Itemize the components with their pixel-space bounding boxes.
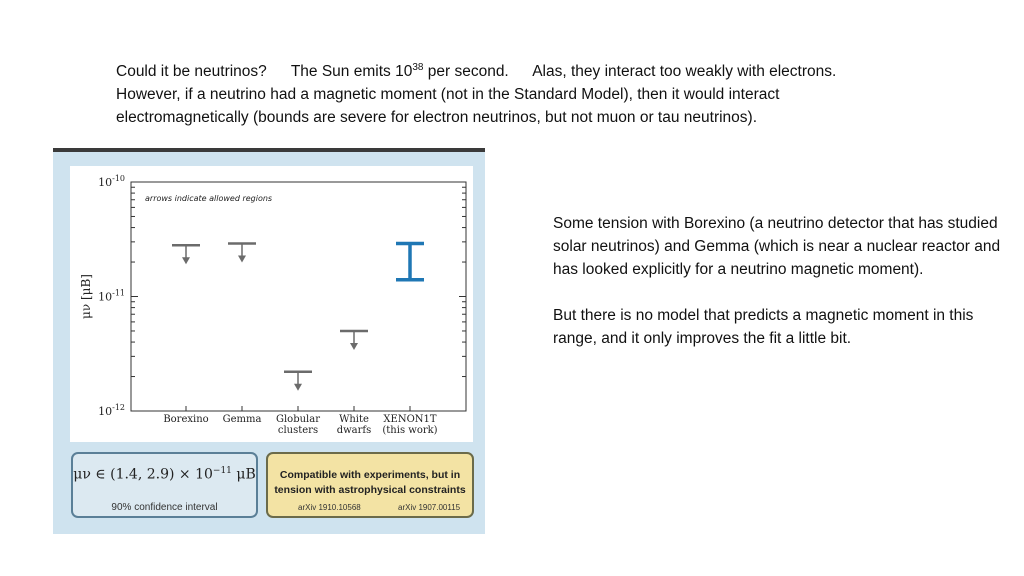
y-tick-label: $10^{-10}$: [98, 174, 125, 189]
result-box: [71, 452, 258, 518]
x-tick-label: (this work): [382, 425, 438, 436]
x-tick-label: Gemma: [222, 414, 262, 425]
arxiv-ref-1: arXiv 1910.10568: [298, 503, 361, 512]
plot-card: [70, 166, 473, 442]
side-text: [553, 212, 1003, 373]
intro-line-3: electromagnetically (bounds are severe for electron neutrinos, but not muon or tau neutrinos).: [116, 109, 758, 126]
side-paragraph-1: Some tension with Borexino (a neutrino detector that has studied solar neutrinos) and Gemma (which is near a nuclear reactor and has looked explicitly for a neutrino magnetic moment).: [553, 215, 1001, 278]
side-paragraph-2: But there is no model that predicts a magnetic moment in this range, and it only improves the fit a little bit.: [553, 307, 974, 347]
intro-alas: Alas, they interact too weakly with electrons.: [532, 63, 837, 80]
compatibility-box: [266, 452, 474, 518]
x-tick-label: White: [339, 414, 369, 425]
magnetic-moment-chart: [70, 166, 473, 442]
result-formula: μν ∈ (1.4, $2.9) \times 10^{-11}$ μB: [73, 466, 256, 483]
upper-limit-arrow-head: [238, 256, 246, 263]
intro-line-2: However, if a neutrino had a magnetic moment (not in the Standard Model), then it would interact: [116, 86, 780, 103]
upper-limit-arrow-head: [350, 343, 358, 350]
chart-annotation: arrows indicate allowed regions: [145, 194, 273, 203]
y-tick-label: $10^{-11}$: [98, 288, 125, 304]
arxiv-ref-2: arXiv 1907.00115: [398, 503, 461, 512]
intro-text: [116, 60, 996, 129]
confidence-interval-label: 90% confidence interval: [111, 502, 218, 513]
upper-limit-arrow-head: [182, 257, 190, 264]
x-tick-label: Globular: [276, 414, 320, 425]
x-tick-label: XENON1T: [383, 414, 437, 425]
figure-panel: [53, 148, 485, 534]
upper-limit-arrow-head: [294, 384, 302, 391]
x-tick-label: clusters: [277, 425, 319, 436]
y-axis-label: μν [μB]: [79, 274, 93, 319]
x-tick-label: dwarfs: [336, 425, 372, 436]
intro-line-1: [116, 60, 996, 83]
compatibility-text: Compatible with experiments, but in tension with astrophysical constraints: [274, 469, 466, 496]
intro-sun: The Sun emits $10^{38}$ per second.: [290, 61, 509, 80]
x-tick-label: Borexino: [163, 414, 209, 425]
y-tick-label: $10^{-12}$: [98, 403, 125, 418]
intro-question: Could it be neutrinos?: [116, 63, 267, 80]
